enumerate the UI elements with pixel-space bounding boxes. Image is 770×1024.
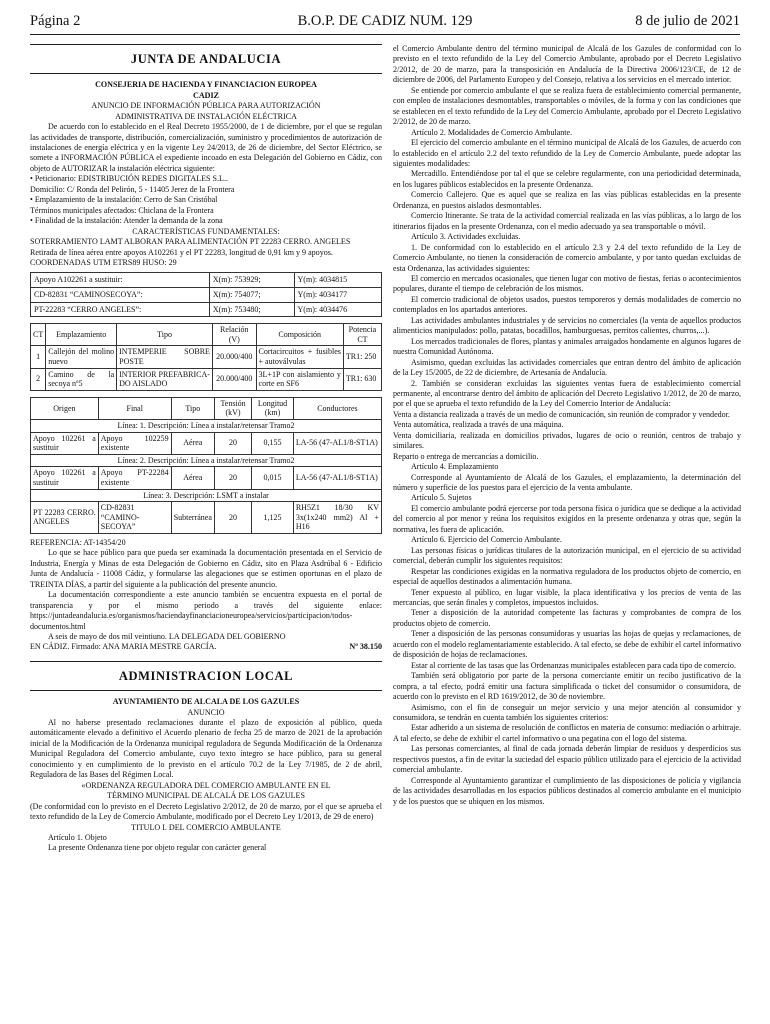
- article-heading: Artículo 1. Objeto: [48, 833, 107, 842]
- table-cell: 20.000/400: [212, 346, 256, 368]
- table-cell: CD-82831 “CAMINO-SECOYA”: [98, 502, 171, 534]
- characteristics-heading: CARACTERÍSTICAS FUNDAMENTALES:: [132, 226, 280, 236]
- utm-y-value: Y(m): 4034815: [294, 273, 381, 288]
- article-heading: Artículo 6. Ejercicio del Comercio Ambulante.: [411, 535, 562, 545]
- column-header: Tipo: [117, 324, 213, 346]
- paragraph: Comercio Itinerante. Se trata de la actividad comercial realizada en las vías públicas, a lo largo de los itinerarios fijados en la presente Ordenanza, con el medio adecuado ya sea transportable o móvil.: [393, 211, 741, 231]
- utm-table: [30, 272, 382, 317]
- right-column: [393, 44, 741, 807]
- article-heading: Artículo 5. Sujetos: [411, 493, 472, 503]
- ct-table: [30, 323, 382, 391]
- paragraph: El ejercicio del comercio ambulante en el término municipal de Alcalá de los Gazules, de acuerdo con lo establecido en el artículo 2.2 del texto refundido de la Ley de Comercio Ambulante, puede adoptar las siguientes modalidades:: [393, 138, 741, 168]
- column-header: Potencia CT: [343, 324, 381, 346]
- paragraph: Estar adherido a un sistema de resolución de conflictos en materia de consumo: mediación o arbitraje. A tal efecto, se debe de exhibir el cartel informativo o una pegatina con el logo del sistema.: [393, 723, 741, 743]
- table-cell: 1: [31, 346, 46, 368]
- municipality: Términos municipales afectados: Chiclana de la Frontera: [30, 205, 214, 215]
- paragraph: el Comercio Ambulante dentro del término municipal de Alcalá de los Gazules de conformidad con lo previsto en el texto refundido de la Ley del Comercio Ambulante, aprobado por el Decreto Legislativo 2/2012, de 20 de marzo, para la transposición en Andalucía de la Directiva 2006/123/CE, de 12 de diciembre de 2006, del Parlamento Europeo y del Consejo, relativa a los servicios en el mercado interior.: [393, 44, 741, 85]
- paragraph: La documentación correspondiente a este anuncio también se encuentra expuesta en el portal de transparencia y por el mismo periodo a través del siguiente enlace: https://juntadeandalucia.es/organismos/haciendayfinanciacioneuropea/servicios/participacion/todos-documentos.html: [30, 590, 382, 631]
- table-cell: INTERIOR PREFABRICA-DO AISLADO: [117, 368, 213, 390]
- ordinance-title: «ORDENANZA REGULADORA DEL COMERCIO AMBULANTE EN EL: [81, 780, 331, 790]
- paragraph: También será obligatorio por parte de la persona comerciante emitir un recibo justificativo de la compra, a tal efecto, podrá emitir una factura simplificada o ticket del consumidor o consumidora, de acuerdo con lo previsto en el RD 1619/2012, de 30 de noviembre.: [393, 671, 741, 702]
- paragraph: 1. De conformidad con lo establecido en el artículo 2.3 y 2.4 del texto refundido de la Ley de Comercio Ambulante, no tienen la consideración de comercio ambulante, y por tanto quedan excluidas de esta Ordenanza, las actividades siguientes:: [393, 242, 741, 273]
- paragraph: Se entiende por comercio ambulante el que se realiza fuera de establecimiento comercial permanente, con empleo de instalaciones desmontables, transportables o móviles, de la forma y con las condiciones que se establecen en el texto refundido de la Ley del Comercio Ambulante, aprobado por el Decreto Legislativo 2/2012, de 20 de marzo.: [393, 85, 741, 127]
- line-description-row: [31, 419, 382, 432]
- paragraph: El comercio en mercados ocasionales, que tienen lugar con motivo de fiestas, ferias o acontecimientos populares, durante el tiempo de celebración de los mismos.: [393, 273, 741, 294]
- paragraph: Mercadillo. Entendiéndose por tal el que se celebre regularmente, con una periodicidad determinada, en los lugares públicos establecidos en la presente Ordenanza.: [393, 169, 741, 189]
- table-cell: 3L+1P con aislamiento y corte en SF6: [256, 368, 343, 390]
- paragraph: Corresponde al Ayuntamiento de Alcalá de los Gazules, el emplazamiento, la determinación del número y superficie de los puestos para el ejercicio de la venta ambulante.: [393, 472, 741, 493]
- table-cell: TR1: 630: [343, 368, 381, 390]
- paragraph: Las personas comerciantes, al final de cada jornada deberán limpiar de residuos y desperdicios sus respectivos puestos, a fin de evitar la suciedad del espacio público utilizado para el ejercicio de la actividad comercial ambulante.: [393, 744, 741, 775]
- paragraph: Las personas físicas o jurídicas titulares de la autorización municipal, en el ejercicio de su actividad comercial, deberán cumplir los siguientes requisitos:: [393, 545, 741, 566]
- paragraph: Venta a distancia realizada a través de un medio de comunicación, sin reunión de comprador y vendedor.: [393, 409, 730, 419]
- announcement-label: ANUNCIO: [187, 707, 225, 717]
- paragraph: De acuerdo con lo establecido en el Real Decreto 1955/2000, de 1 de diciembre, por el que se regulan las actividades de transporte, distribución, comercialización, suministro y procedimientos de autorización de instalaciones de energía eléctrica y en la vigente Ley 24/2013, de 26 de diciembre, del Sector Eléctrico, se somete a INFORMACIÓN PÚBLICA el expediente incoado en esta Delegación del Gobierno en Cádiz, con objeto de AUTORIZAR la instalación eléctrica siguiente:: [30, 122, 382, 173]
- paragraph: La presente Ordenanza tiene por objeto regular con carácter general: [48, 843, 267, 853]
- table-cell: Callejón del molino nuevo: [46, 346, 117, 368]
- coords-heading: COORDENADAS UTM ETRS89 HUSO: 29: [30, 257, 177, 267]
- table-cell: Camino de la secoya nº5: [46, 368, 117, 390]
- applicant: • Peticionario: EDISTRIBUCIÓN REDES DIGITALES S.L..: [30, 174, 228, 184]
- utm-point-name: PT-22283 “CERRO ANGELES”:: [31, 302, 210, 317]
- signature: EN CÁDIZ. Firmado: ANA MARIA MESTRE GARCÍA.: [30, 642, 217, 652]
- line-description: Línea: 3. Descripción: LSMT a instalar: [31, 489, 382, 502]
- paragraph: Corresponde al Ayuntamiento garantizar el cumplimiento de las disposiciones de policía y vigilancia de las actividades desarrolladas en los espacios públicos destinados al comercio ambulante en el municipio y de los puestos que se ubiquen en los mismos.: [393, 775, 741, 806]
- table-cell: 0,155: [252, 432, 294, 454]
- table-cell: 20: [214, 467, 251, 489]
- title-heading: TITULO I. DEL COMERCIO AMBULANTE: [131, 822, 281, 832]
- paragraph: Respetar las condiciones exigidas en la normativa reguladora de los productos objeto de comercio, en especial de aquellos destinados a alimentación humana.: [393, 566, 741, 587]
- table-row: [31, 432, 382, 454]
- utm-x-value: X(m): 753480;: [209, 302, 294, 317]
- table-row: [31, 288, 382, 303]
- paragraph: Venta domiciliaria, realizada en domicilios privados, lugares de ocio o reunión, centros de trabajo y similares.: [393, 430, 741, 451]
- paragraph: 2. También se consideran excluidas las siguientes ventas fuera de establecimiento comercial permanente, al encontrarse dentro del ámbito de aplicación del Decreto Legislativo 1/2012, de 20 de marzo, por el que se aprueba el texto refundido de la Ley del Comercio Interior de Andalucía:: [393, 378, 741, 409]
- article-heading: Artículo 4. Emplazamiento: [411, 462, 499, 472]
- removal-text: Retirada de línea aérea entre apoyos A102261 y el PT 22283, longitud de 0,91 km y 9 apoyos.: [30, 247, 333, 257]
- table-cell: INTEMPERIE SOBRE POSTE: [117, 346, 213, 368]
- utm-y-value: Y(m): 4034476: [294, 302, 381, 317]
- bulletin-date: 8 de julio de 2021: [635, 13, 740, 29]
- notice-title-2: ADMINISTRATIVA DE INSTALACIÓN ELÉCTRICA: [115, 111, 297, 121]
- table-cell: 1,125: [252, 502, 294, 534]
- table-row: [31, 502, 382, 534]
- table-row: [31, 467, 382, 489]
- table-cell: Subterránea: [171, 502, 214, 534]
- table-cell: LA-56 (47-AL1/8-ST1A): [293, 467, 381, 489]
- notice-number: Nº 38.150: [349, 642, 382, 652]
- column-header: Relación (V): [212, 324, 256, 346]
- table-cell: Aérea: [171, 432, 214, 454]
- paragraph: Estar al corriente de las tasas que las Ordenanzas municipales establecen para cada tipo de comercio.: [411, 660, 736, 670]
- paragraph: Venta automática, realizada a través de una máquina.: [393, 420, 564, 430]
- ministry: CONSEJERIA DE HACIENDA Y FINANCIACION EUROPEA: [95, 80, 317, 90]
- purpose: • Finalidad de la instalación: Atender la demanda de la zona: [30, 216, 223, 226]
- ministry-city: CADIZ: [193, 90, 219, 100]
- table-cell: PT 22283 CERRO. ANGELES: [31, 502, 99, 534]
- column-header: Final: [98, 397, 171, 419]
- table-cell: Aérea: [171, 467, 214, 489]
- table-row: [31, 273, 382, 288]
- page-header: [30, 12, 740, 35]
- section-title-junta: JUNTA DE ANDALUCIA: [130, 52, 282, 66]
- utm-point-name: CD-82831 “CAMINOSECOYA”:: [31, 288, 210, 303]
- lines-table: [30, 397, 382, 534]
- paragraph: Al no haberse presentado reclamaciones durante el plazo de exposición al público, queda automáticamente elevado a definitivo el Acuerdo plenario de fecha 25 de marzo de 2021 de la aprobación inicial de la Modificación de la Ordenanza municipal reguladora de Segunda Modificación de la Ordenanza Municipal Reguladora del Comercio ambulante, cuyo texto íntegro se hace público, para su general conocimiento y en cumplimiento de lo previsto en el artículo 70.2 de la Ley 7/1985, de 2 de abril, Reguladora de las Bases del Régimen Local.: [30, 718, 382, 780]
- page-number: Página 2: [30, 13, 81, 29]
- table-cell: Apoyo PT-22284 existente: [98, 467, 171, 489]
- paragraph: Tener expuesto al público, en lugar visible, la placa identificativa y los precios de venta de las mercancías, que serán finales y completos, impuestos incluidos.: [393, 587, 741, 608]
- table-cell: RH5Z1 18/30 KV 3x(1x240 mm2) Al + H16: [293, 502, 381, 534]
- table-cell: Apoyo 102261 a sustituir: [31, 467, 99, 489]
- column-header: Composición: [256, 324, 343, 346]
- utm-point-name: Apoyo A102261 a sustituir:: [31, 273, 210, 288]
- utm-y-value: Y(m): 4034177: [294, 288, 381, 303]
- table-cell: Apoyo 102259 existente: [98, 432, 171, 454]
- line-description-row: [31, 489, 382, 502]
- signature-line: [30, 642, 382, 652]
- column-header: CT: [31, 324, 46, 346]
- column-header: Conductores: [293, 397, 381, 419]
- paragraph: A seis de mayo de dos mil veintiuno. LA DELEGADA DEL GOBIERNO: [48, 631, 286, 641]
- column-header: Origen: [31, 397, 99, 419]
- line-description: Línea: 2. Descripción: Línea a instalar/retensar Tramo2: [31, 454, 382, 467]
- line-description-row: [31, 454, 382, 467]
- column-header: Emplazamiento: [46, 324, 117, 346]
- table-cell: TR1: 250: [343, 346, 381, 368]
- paragraph: Asimismo, quedan excluidas las actividades comerciales que entran dentro del ámbito de aplicación de la Ley 15/2005, de 22 de diciembre, de Artesanía de Andalucía.: [393, 357, 741, 378]
- paragraph: (De conformidad con lo previsto en el Decreto Legislativo 2/2012, de 20 de marzo, por el que se aprueba el texto refundido de la Ley de Comercio Ambulante, modificado por el Decreto Ley 1/2013, de 29 de enero): [30, 801, 382, 822]
- municipality-name: AYUNTAMIENTO DE ALCALA DE LOS GAZULES: [112, 697, 300, 707]
- location: • Emplazamiento de la instalación: Cerro de San Cristóbal: [30, 195, 218, 205]
- address: Domicilio: C/ Ronda del Pelirón, 5 - 11405 Jerez de la Frontera: [30, 184, 235, 194]
- table-cell: 20.000/400: [212, 368, 256, 390]
- table-row: [31, 302, 382, 317]
- section-title-admin: ADMINISTRACION LOCAL: [118, 668, 294, 683]
- table-cell: Apoyo 102261 a sustituir: [31, 432, 99, 454]
- utm-x-value: X(m): 754077;: [209, 288, 294, 303]
- article-heading: Artículo 2. Modalidades de Comercio Ambulante.: [411, 127, 573, 137]
- column-header: Tipo: [171, 397, 214, 419]
- notice-title: ANUNCIO DE INFORMACIÓN PÚBLICA PARA AUTORIZACIÓN: [91, 101, 321, 111]
- table-cell: 20: [214, 502, 251, 534]
- table-cell: 2: [31, 368, 46, 390]
- left-column: [30, 44, 382, 854]
- utm-x-value: X(m): 753929;: [209, 273, 294, 288]
- paragraph: Los mercados tradicionales de flores, plantas y animales arraigados hondamente en algunos lugares de nuestra Comunidad Autónoma.: [393, 336, 741, 357]
- paragraph: El comercio tradicional de objetos usados, puestos temporeros y demás modalidades de comercio no contemplados en los apartados anteriores.: [393, 294, 741, 315]
- bulletin-title: B.O.P. DE CADIZ NUM. 129: [297, 13, 473, 29]
- paragraph: Las actividades ambulantes industriales y de servicios no comerciales (la venta de aquellos productos alimenticios manipulados: pollo, patatas, bocadillos, hamburguesas, perritos calientes, churros,...).: [393, 315, 741, 336]
- ordinance-title-2: TÉRMINO MUNICIPAL DE ALCALÁ DE LOS GAZULES: [107, 791, 305, 801]
- line-description: Línea: 1. Descripción: Línea a instalar/retensar Tramo2: [31, 419, 382, 432]
- column-header: Tensión (kV): [214, 397, 251, 419]
- paragraph: Asimismo, con el fin de conseguir un mejor servicio y una mejor atención al consumidor y consumidora, se tendrán en cuenta también los siguientes criterios:: [393, 702, 741, 722]
- paragraph: Comercio Callejero. Que es aquel que se realiza en las vías públicas establecidas en la presente Ordenanza, en puestos aislados desmontables.: [393, 190, 741, 210]
- column-header: Longitud (km): [252, 397, 294, 419]
- table-cell: 0,015: [252, 467, 294, 489]
- table-cell: LA-56 (47-AL1/8-ST1A): [293, 432, 381, 454]
- undergrounding-title: SOTERRAMIENTO LAMT ALBORAN PARA ALIMENTACIÓN PT 22283 CERRO. ANGELES: [30, 237, 351, 247]
- paragraph: Lo que se hace público para que pueda ser examinada la documentación presentada en el Servicio de Industria, Energía y Minas de esta Delegación de Gobierno en Cádiz, sito en Plaza Asdrúbal 6 - Edificio Junta de Andalucía - 11008 Cádiz, y formularse las alegaciones que se estimen oportunas en el plazo de TREINTA DÍAS, a partir del siguiente a la publicación del presente anuncio.: [30, 548, 382, 589]
- table-cell: Cortacircuitos + fusibles + autoválvulas: [256, 346, 343, 368]
- table-cell: 20: [214, 432, 251, 454]
- table-row: [31, 346, 382, 368]
- table-row: [31, 368, 382, 390]
- paragraph: Tener a disposición de las personas consumidoras y usuarias las hojas de quejas y reclamaciones, de acuerdo con el modelo reglamentariamente establecido. A tal efecto, se debe de exhibir el cartel informativo de disposición de hojas de reclamaciones.: [393, 629, 741, 660]
- paragraph: El comercio ambulante podrá ejercerse por toda persona física o jurídica que se dedique a la actividad del comercio al por menor y reúna los requisitos exigidos en la presente ordenanza y otras que, según la normativa, les fuera de aplicación.: [393, 503, 741, 534]
- reference: REFERENCIA: AT-14354/20: [30, 537, 126, 547]
- paragraph: Reparto o entrega de mercancías a domicilio.: [393, 451, 539, 461]
- paragraph: Tener a disposición de la autoridad competente las facturas y comprobantes de compra de los productos objeto de comercio.: [393, 608, 741, 628]
- article-heading: Artículo 3. Actividades excluidas.: [411, 232, 521, 242]
